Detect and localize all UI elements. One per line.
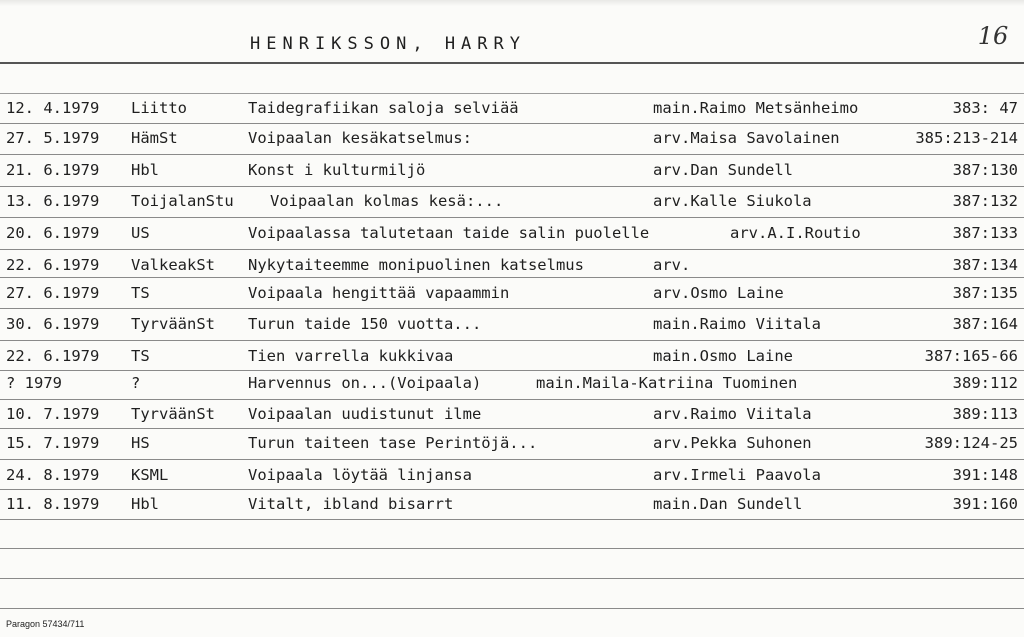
- ruled-line: [0, 277, 1024, 278]
- entry-author: arv.Osmo Laine: [653, 284, 784, 302]
- entry-reference: 387:135: [952, 284, 1018, 302]
- entry-row: [0, 256, 1024, 284]
- ruled-line: [0, 249, 1024, 250]
- entry-date: 10. 7.1979: [6, 405, 100, 423]
- entry-date: 15. 7.1979: [6, 434, 100, 452]
- entry-reference: 387:133: [952, 224, 1018, 242]
- ruled-line: [0, 370, 1024, 371]
- entry-title: Voipaalan kolmas kesä:...: [270, 192, 504, 210]
- entry-title: Voipaalassa talutetaan taide salin puolelle: [248, 224, 650, 242]
- entry-author: arv.Kalle Siukola: [653, 192, 812, 210]
- entry-reference: 389:124-25: [924, 434, 1018, 452]
- ruled-line: [0, 608, 1024, 609]
- entry-author: arv.Raimo Viitala: [653, 405, 812, 423]
- entry-title: Voipaalan kesäkatselmus:: [248, 129, 472, 147]
- entry-author: main.Osmo Laine: [653, 347, 793, 365]
- entry-author: arv.Irmeli Paavola: [653, 466, 821, 484]
- entry-reference: 387:165-66: [924, 347, 1018, 365]
- ruled-line: [0, 186, 1024, 187]
- entry-publication: Liitto: [131, 99, 187, 117]
- entry-publication: ToijalanStu: [131, 192, 234, 210]
- entry-date: 21. 6.1979: [6, 161, 100, 179]
- entry-date: 22. 6.1979: [6, 347, 100, 365]
- entry-author: main.Maila-Katriina Tuominen: [536, 374, 798, 392]
- ruled-line: [0, 154, 1024, 155]
- ruled-line: [0, 308, 1024, 309]
- entry-reference: 387:132: [952, 192, 1018, 210]
- entry-reference: 389:112: [952, 374, 1018, 392]
- entry-publication: HämSt: [131, 129, 178, 147]
- entry-reference: 391:148: [952, 466, 1018, 484]
- ruled-line: [0, 123, 1024, 124]
- entry-publication: TyrväänSt: [131, 405, 215, 423]
- entry-date: 27. 5.1979: [6, 129, 100, 147]
- entry-title: Turun taiteen tase Perintöjä...: [248, 434, 538, 452]
- ruled-line: [0, 489, 1024, 490]
- entry-row: [0, 129, 1024, 157]
- ruled-line: [0, 340, 1024, 341]
- entry-author: arv.Pekka Suhonen: [653, 434, 812, 452]
- entry-title: Harvennus on...(Voipaala): [248, 374, 482, 392]
- entry-date: 11. 8.1979: [6, 495, 100, 513]
- entry-row: [0, 315, 1024, 343]
- entry-author: arv.Dan Sundell: [653, 161, 793, 179]
- card-top-edge: [0, 0, 1024, 6]
- entry-publication: Hbl: [131, 495, 159, 513]
- entry-reference: 391:160: [952, 495, 1018, 513]
- entry-author: arv.A.I.Routio: [730, 224, 861, 242]
- entry-publication: US: [131, 224, 150, 242]
- entry-title: Konst i kulturmiljö: [248, 161, 426, 179]
- entry-publication: ?: [131, 374, 141, 392]
- entry-publication: TS: [131, 347, 150, 365]
- entry-author: main.Dan Sundell: [653, 495, 803, 513]
- entry-reference: 387:134: [952, 256, 1018, 274]
- header-rule: [0, 62, 1024, 64]
- entry-reference: 387:130: [952, 161, 1018, 179]
- ruled-line: [0, 459, 1024, 460]
- entry-reference: 383: 47: [952, 99, 1018, 117]
- entry-row: [0, 192, 1024, 220]
- entry-title: Tien varrella kukkivaa: [248, 347, 454, 365]
- entry-title: Voipaala löytää linjansa: [248, 466, 472, 484]
- entry-publication: ValkeakSt: [131, 256, 215, 274]
- entry-row: [0, 434, 1024, 462]
- entry-author: main.Raimo Viitala: [653, 315, 821, 333]
- entry-publication: Hbl: [131, 161, 159, 179]
- ruled-line: [0, 217, 1024, 218]
- ruled-line: [0, 548, 1024, 549]
- entry-reference: 385:213-214: [915, 129, 1018, 147]
- ruled-line: [0, 519, 1024, 520]
- entry-date: 12. 4.1979: [6, 99, 100, 117]
- entry-date: 24. 8.1979: [6, 466, 100, 484]
- ruled-line: [0, 399, 1024, 400]
- card-number-handwritten: 16: [977, 22, 1009, 50]
- entry-row: [0, 224, 1024, 252]
- entry-reference: 387:164: [952, 315, 1018, 333]
- entry-publication: KSML: [131, 466, 169, 484]
- entry-reference: 389:113: [952, 405, 1018, 423]
- entry-publication: TS: [131, 284, 150, 302]
- entry-date: 27. 6.1979: [6, 284, 100, 302]
- entry-title: Turun taide 150 vuotta...: [248, 315, 482, 333]
- entry-row: [0, 161, 1024, 189]
- entry-publication: HS: [131, 434, 150, 452]
- printer-mark: Paragon 57434/711: [6, 619, 85, 629]
- entry-author: arv.Maisa Savolainen: [653, 129, 840, 147]
- entry-date: 20. 6.1979: [6, 224, 100, 242]
- entry-date: 30. 6.1979: [6, 315, 100, 333]
- entry-date: 22. 6.1979: [6, 256, 100, 274]
- entry-title: Vitalt, ibland bisarrt: [248, 495, 454, 513]
- entry-title: Taidegrafiikan saloja selviää: [248, 99, 519, 117]
- entry-date: ? 1979: [6, 374, 62, 392]
- entry-row: [0, 374, 1024, 402]
- entry-date: 13. 6.1979: [6, 192, 100, 210]
- ruled-line: [0, 93, 1024, 94]
- card-heading-name: HENRIKSSON, HARRY: [250, 34, 526, 54]
- entry-title: Voipaala hengittää vapaammin: [248, 284, 510, 302]
- entry-title: Nykytaiteemme monipuolinen katselmus: [248, 256, 584, 274]
- ruled-line: [0, 428, 1024, 429]
- entry-author: arv.: [653, 256, 691, 274]
- entry-title: Voipaalan uudistunut ilme: [248, 405, 482, 423]
- entry-author: main.Raimo Metsänheimo: [653, 99, 859, 117]
- ruled-line: [0, 578, 1024, 579]
- entry-publication: TyrväänSt: [131, 315, 215, 333]
